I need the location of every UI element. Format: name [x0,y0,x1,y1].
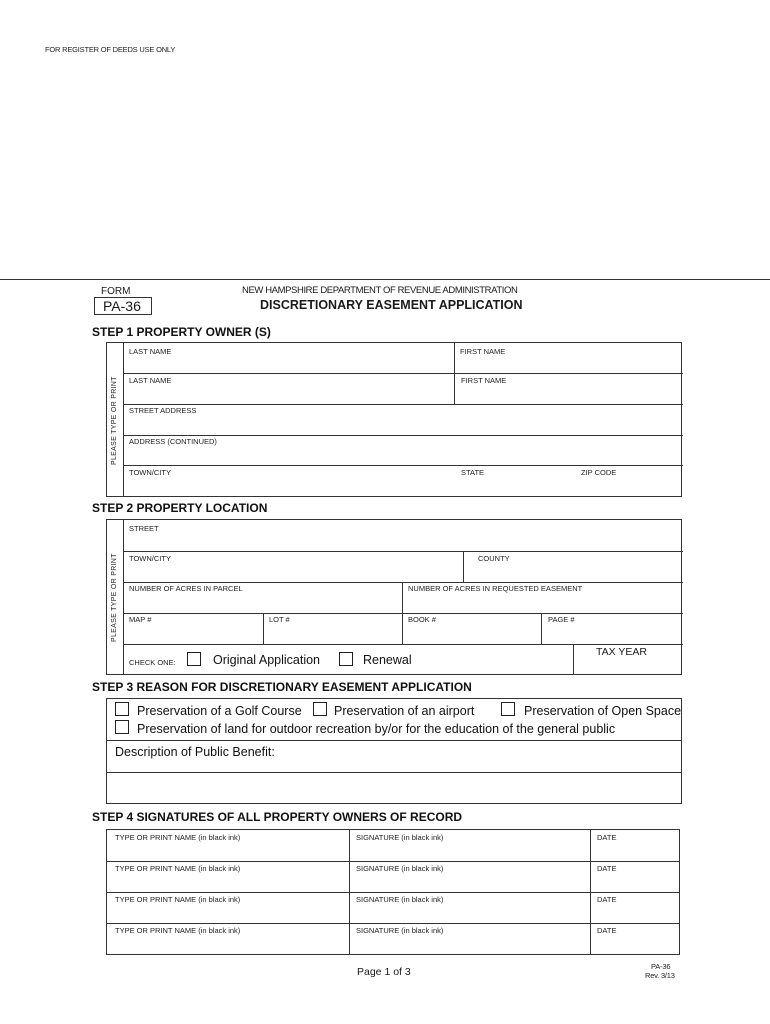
row-divider [107,772,681,773]
row-divider [107,861,679,862]
row-divider [402,613,403,644]
row-divider [463,551,464,582]
renewal-label: Renewal [363,653,412,667]
print-name-label: TYPE OR PRINT NAME (in black ink) [115,895,241,904]
date-label: DATE [597,926,617,935]
original-application-label: Original Application [213,653,321,667]
row-divider [123,582,683,583]
page-number: Page 1 of 3 [357,966,411,978]
open-space-label: Preservation of Open Space [524,704,682,718]
print-name-label: TYPE OR PRINT NAME (in black ink) [115,926,241,935]
open-space-checkbox[interactable] [501,702,515,716]
print-name-label: TYPE OR PRINT NAME (in black ink) [115,833,241,842]
register-deeds-note: FOR REGISTER OF DEEDS USE ONLY [45,45,176,54]
step4-heading: STEP 4 SIGNATURES OF ALL PROPERTY OWNERS OF RECORD [92,810,463,824]
header-divider [0,279,770,280]
county-label: COUNTY [478,554,510,563]
signature-label: SIGNATURE (in black ink) [356,864,444,873]
state-label: STATE [461,468,485,477]
row-divider [541,613,542,644]
date-label: DATE [597,895,617,904]
outdoor-recreation-checkbox[interactable] [115,720,129,734]
town-city-label: TOWN/CITY [129,468,171,477]
row-divider [123,613,683,614]
step2-side-label: PLEASE TYPE OR PRINT [111,553,118,642]
row-divider [107,740,681,741]
step2-side-divider [123,520,124,674]
row-divider [123,465,683,466]
date-label: DATE [597,833,617,842]
signature-label: SIGNATURE (in black ink) [356,833,444,842]
last-name-2-label: LAST NAME [129,376,172,385]
last-name-1-label: LAST NAME [129,347,172,356]
step1-heading: STEP 1 PROPERTY OWNER (S) [92,325,271,339]
outdoor-recreation-label: Preservation of land for outdoor recreation by/or for the education of the general public [137,722,616,736]
first-name-2-label: FIRST NAME [461,376,507,385]
row-divider [263,613,264,644]
row-divider [123,404,683,405]
street-label: STREET [129,524,159,533]
step1-side-label: PLEASE TYPE OR PRINT [111,376,118,465]
original-application-checkbox[interactable] [187,652,201,666]
row-divider [454,373,455,404]
form-number-box [94,297,152,315]
row-divider [107,923,679,924]
street-address-label: STREET ADDRESS [129,406,197,415]
signature-table [106,829,680,955]
step2-heading: STEP 2 PROPERTY LOCATION [92,501,268,515]
acres-easement-label: NUMBER OF ACRES IN REQUESTED EASEMENT [408,584,583,593]
row-divider [123,551,683,552]
town-city-label: TOWN/CITY [129,554,171,563]
golf-course-checkbox[interactable] [115,702,129,716]
row-divider [573,644,574,674]
row-divider [123,373,683,374]
map-label: MAP # [129,615,152,624]
footer-revision: Rev. 3/13 [645,971,675,980]
address-continued-label: ADDRESS (CONTINUED) [129,437,217,446]
check-one-label: CHECK ONE: [129,658,176,667]
step1-side-divider [123,343,124,496]
row-divider [573,644,683,645]
airport-checkbox[interactable] [313,702,327,716]
first-name-1-label: FIRST NAME [460,347,506,356]
step3-heading: STEP 3 REASON FOR DISCRETIONARY EASEMENT APPLICATION [92,680,472,694]
tax-year-label: TAX YEAR [596,646,647,658]
golf-course-label: Preservation of a Golf Course [137,704,302,718]
print-name-label: TYPE OR PRINT NAME (in black ink) [115,864,241,873]
public-benefit-label: Description of Public Benefit: [115,745,275,759]
book-label: BOOK # [408,615,436,624]
lot-label: LOT # [269,615,290,624]
row-divider [402,582,403,613]
renewal-checkbox[interactable] [339,652,353,666]
row-divider [123,435,683,436]
step3-table [106,698,682,804]
step1-table [106,342,682,497]
date-label: DATE [597,864,617,873]
footer-form-number: PA-36 [651,962,671,971]
row-divider [454,343,455,373]
form-label: FORM [101,286,131,297]
department-name: NEW HAMPSHIRE DEPARTMENT OF REVENUE ADMINISTRATION [242,285,518,296]
airport-label: Preservation of an airport [334,704,475,718]
zip-code-label: ZIP CODE [581,468,617,477]
row-divider [123,644,574,645]
acres-parcel-label: NUMBER OF ACRES IN PARCEL [129,584,243,593]
signature-label: SIGNATURE (in black ink) [356,926,444,935]
page-label: PAGE # [548,615,575,624]
step2-table [106,519,682,675]
signature-label: SIGNATURE (in black ink) [356,895,444,904]
form-title: DISCRETIONARY EASEMENT APPLICATION [260,298,523,312]
form-number: PA-36 [103,298,141,314]
row-divider [107,892,679,893]
